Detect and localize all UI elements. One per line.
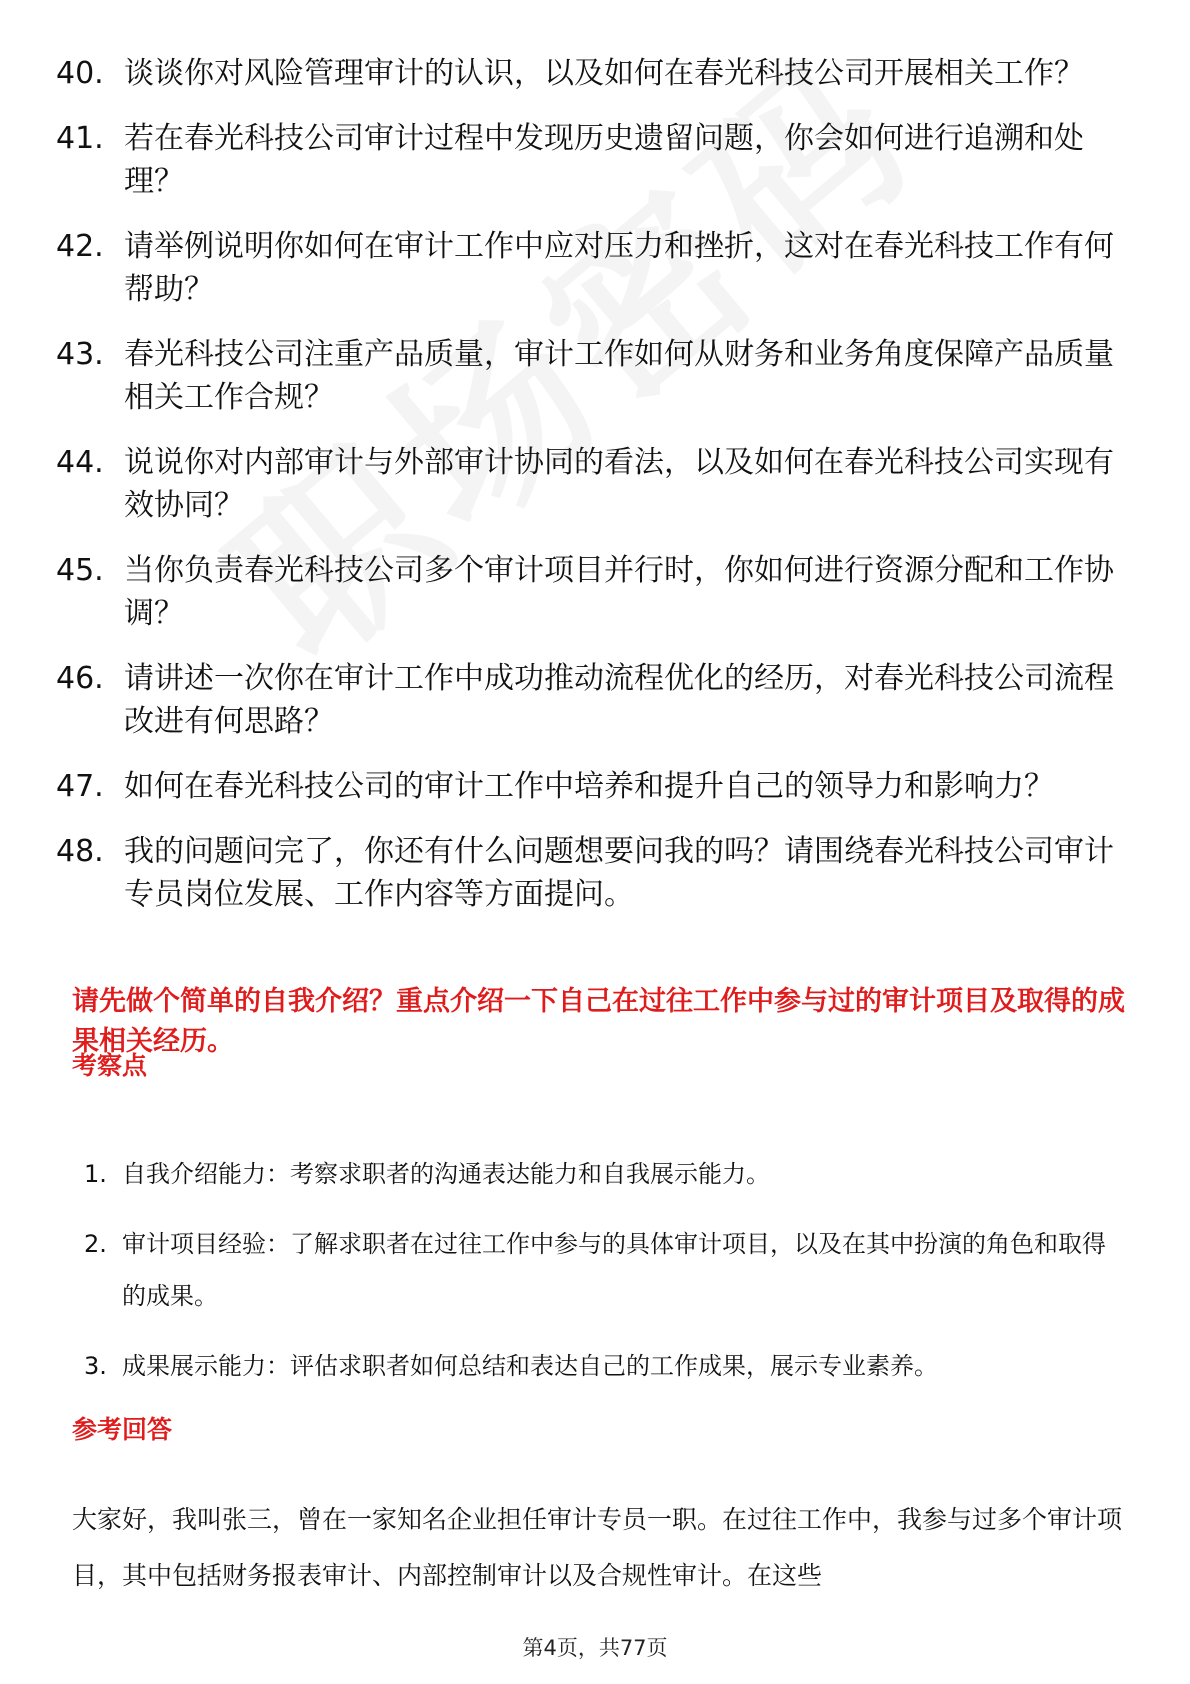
- question-item: [56, 333, 1126, 419]
- question-text: 若在春光科技公司审计过程中发现历史遗留问题，你会如何进行追溯和处理？: [124, 121, 1084, 199]
- question-item: [56, 117, 1126, 203]
- point-item: [84, 1218, 1124, 1322]
- question-item: [56, 657, 1126, 743]
- question-item: [56, 549, 1126, 635]
- question-number: 45.: [56, 553, 104, 588]
- point-number: 3.: [84, 1352, 107, 1380]
- question-number: 42.: [56, 229, 104, 264]
- point-text: 审计项目经验：了解求职者在过往工作中参与的具体审计项目，以及在其中扮演的角色和取得的成果。: [122, 1230, 1106, 1310]
- question-number: 48.: [56, 834, 104, 869]
- question-text: 我的问题问完了，你还有什么问题想要问我的吗？请围绕春光科技公司审计专员岗位发展、工作内容等方面提问。: [124, 834, 1114, 912]
- answer-text: 大家好，我叫张三，曾在一家知名企业担任审计专员一职。在过往工作中，我参与过多个审计项目，其中包括财务报表审计、内部控制审计以及合规性审计。在这些: [72, 1505, 1123, 1590]
- page-footer: 第4页，共77页: [522, 1636, 668, 1660]
- question-item: [56, 52, 1126, 95]
- points-heading: 考察点: [72, 1051, 148, 1080]
- question-number: 43.: [56, 337, 104, 372]
- point-text: 自我介绍能力：考察求职者的沟通表达能力和自我展示能力。: [122, 1160, 770, 1188]
- point-item: [84, 1148, 1124, 1200]
- question-text: 说说你对内部审计与外部审计协同的看法，以及如何在春光科技公司实现有效协同？: [124, 445, 1114, 523]
- question-item: [56, 830, 1126, 916]
- question-text: 请讲述一次你在审计工作中成功推动流程优化的经历，对春光科技公司流程改进有何思路？: [124, 661, 1114, 739]
- point-item: [84, 1340, 1124, 1392]
- point-number: 2.: [84, 1230, 107, 1258]
- point-number: 1.: [84, 1160, 107, 1188]
- question-item: [56, 225, 1126, 311]
- question-list: [56, 52, 1126, 938]
- point-text: 成果展示能力：评估求职者如何总结和表达自己的工作成果，展示专业素养。: [122, 1352, 938, 1380]
- question-number: 47.: [56, 769, 104, 804]
- question-text: 如何在春光科技公司的审计工作中培养和提升自己的领导力和影响力？: [124, 769, 1054, 804]
- question-number: 41.: [56, 121, 104, 156]
- question-text: 春光科技公司注重产品质量，审计工作如何从财务和业务角度保障产品质量相关工作合规？: [124, 337, 1114, 415]
- featured-question: 请先做个简单的自我介绍？重点介绍一下自己在过往工作中参与过的审计项目及取得的成果相关经历。: [72, 986, 1125, 1057]
- points-list: [84, 1148, 1124, 1410]
- question-item: [56, 765, 1126, 808]
- question-text: 谈谈你对风险管理审计的认识，以及如何在春光科技公司开展相关工作？: [124, 56, 1084, 91]
- question-number: 44.: [56, 445, 104, 480]
- question-number: 46.: [56, 661, 104, 696]
- question-item: [56, 441, 1126, 527]
- question-text: 当你负责春光科技公司多个审计项目并行时，你如何进行资源分配和工作协调？: [124, 553, 1114, 631]
- question-number: 40.: [56, 56, 104, 91]
- question-text: 请举例说明你如何在审计工作中应对压力和挫折，这对在春光科技工作有何帮助？: [124, 229, 1114, 307]
- answer-heading: 参考回答: [72, 1415, 173, 1444]
